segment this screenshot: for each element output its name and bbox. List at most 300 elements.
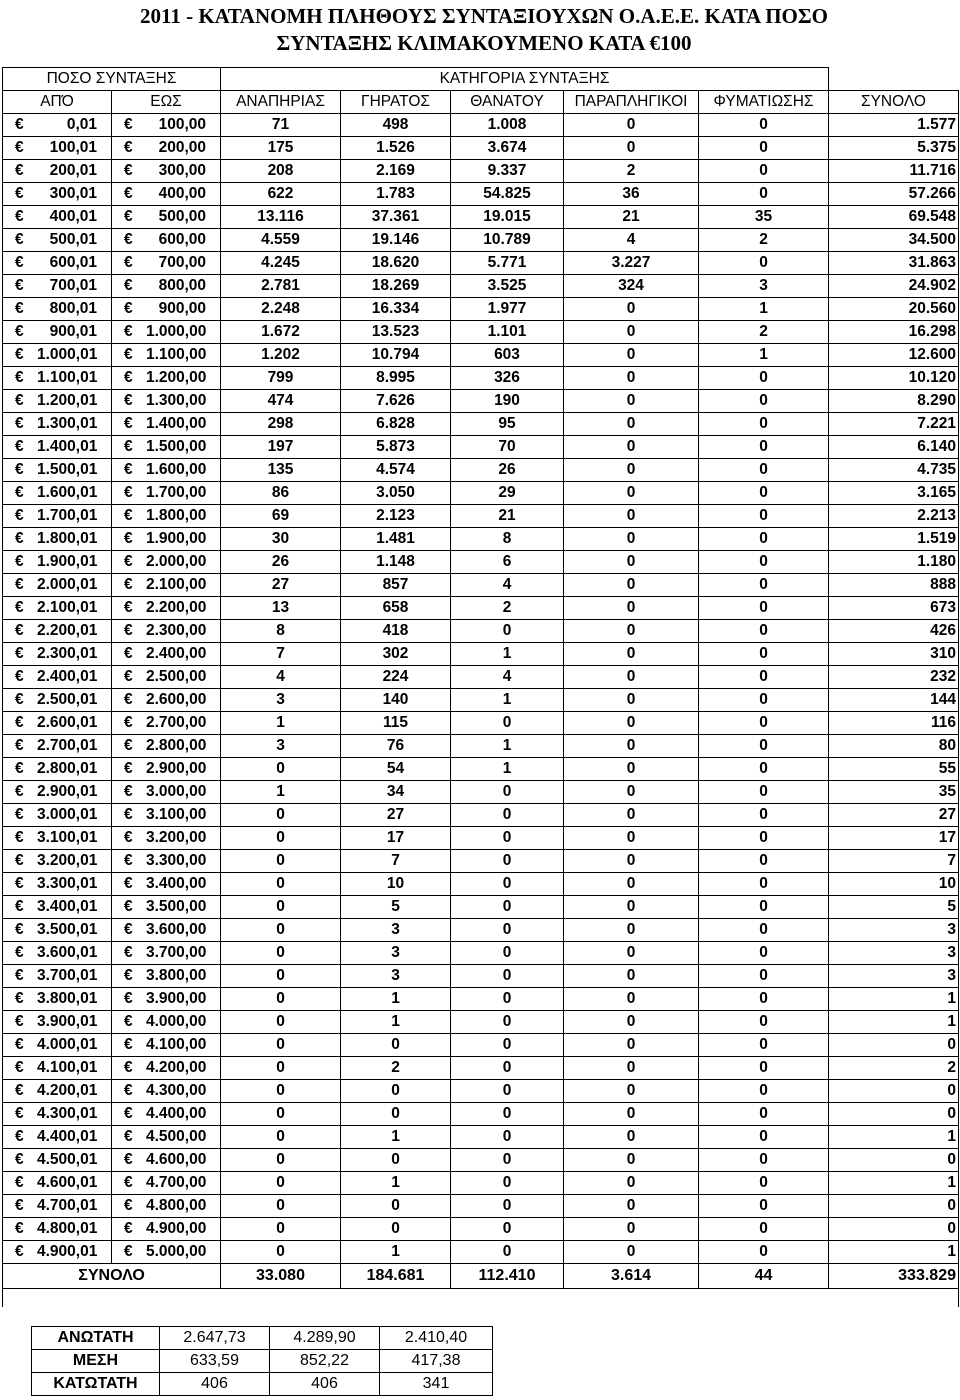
header-empty-cell bbox=[829, 68, 959, 91]
amount-to-cell bbox=[112, 1172, 221, 1195]
amount-value: 1.600,01 bbox=[37, 484, 98, 501]
amount-value: 2.700,01 bbox=[37, 737, 98, 754]
table-row bbox=[3, 1195, 959, 1218]
euro-symbol: € bbox=[15, 507, 24, 524]
column-header: ΦΥΜΑΤΙΩΣΗΣ bbox=[699, 91, 829, 114]
category-count-cell: 7 bbox=[341, 850, 451, 873]
euro-symbol: € bbox=[15, 691, 24, 708]
amount-value: 2.100,01 bbox=[37, 599, 98, 616]
category-count-cell: 0 bbox=[699, 1126, 829, 1149]
euro-symbol: € bbox=[124, 1059, 133, 1076]
category-count-cell: 4 bbox=[564, 229, 699, 252]
amount-to-cell bbox=[112, 390, 221, 413]
amount-to-cell bbox=[112, 528, 221, 551]
amount-to-cell bbox=[112, 850, 221, 873]
euro-symbol: € bbox=[124, 231, 133, 248]
category-count-cell: 0 bbox=[451, 620, 564, 643]
amount-from-cell bbox=[3, 781, 112, 804]
amount-from-cell bbox=[3, 965, 112, 988]
amount-value: 300,00 bbox=[158, 162, 206, 179]
category-count-cell: 0 bbox=[564, 666, 699, 689]
category-count-cell: 0 bbox=[564, 758, 699, 781]
euro-symbol: € bbox=[124, 898, 133, 915]
category-count-cell: 0 bbox=[699, 712, 829, 735]
category-count-cell: 0 bbox=[451, 873, 564, 896]
amount-value: 3.300,01 bbox=[37, 875, 98, 892]
category-count-cell: 0 bbox=[564, 735, 699, 758]
amount-value: 2.400,00 bbox=[146, 645, 207, 662]
category-count-cell: 0 bbox=[699, 1057, 829, 1080]
table-row bbox=[3, 1034, 959, 1057]
euro-symbol: € bbox=[124, 185, 133, 202]
category-count-cell: 0 bbox=[451, 1034, 564, 1057]
euro-symbol: € bbox=[124, 1105, 133, 1122]
euro-symbol: € bbox=[15, 277, 24, 294]
amount-value: 1.800,00 bbox=[146, 507, 207, 524]
category-count-cell: 0 bbox=[699, 1103, 829, 1126]
category-count-cell: 0 bbox=[699, 183, 829, 206]
category-count-cell: 1.481 bbox=[341, 528, 451, 551]
euro-symbol: € bbox=[15, 162, 24, 179]
amount-from-cell bbox=[3, 275, 112, 298]
euro-symbol: € bbox=[124, 300, 133, 317]
amount-value: 4.000,01 bbox=[37, 1036, 98, 1053]
amount-to-cell bbox=[112, 620, 221, 643]
category-count-cell: 0 bbox=[564, 620, 699, 643]
category-count-cell: 0 bbox=[699, 114, 829, 137]
category-count-cell: 0 bbox=[451, 1057, 564, 1080]
category-count-cell: 13.116 bbox=[221, 206, 341, 229]
amount-value: 2.100,00 bbox=[146, 576, 207, 593]
amount-to-cell bbox=[112, 666, 221, 689]
amount-value: 0,01 bbox=[66, 116, 97, 133]
amount-value: 1.500,01 bbox=[37, 461, 98, 478]
table-row bbox=[3, 183, 959, 206]
category-count-cell: 0 bbox=[221, 873, 341, 896]
category-count-cell: 0 bbox=[699, 1149, 829, 1172]
table-row bbox=[3, 1218, 959, 1241]
amount-value: 1.500,00 bbox=[146, 438, 207, 455]
category-count-cell: 0 bbox=[221, 1057, 341, 1080]
category-count-cell: 1 bbox=[341, 1172, 451, 1195]
row-total-cell: 1 bbox=[829, 1241, 959, 1264]
category-count-cell: 0 bbox=[451, 1149, 564, 1172]
amount-to-cell bbox=[112, 1080, 221, 1103]
category-count-cell: 0 bbox=[221, 942, 341, 965]
category-count-cell: 0 bbox=[564, 850, 699, 873]
amount-value: 500,00 bbox=[158, 208, 206, 225]
title-line-1: 2011 - ΚΑΤΑΝΟΜΗ ΠΛΗΘΟΥΣ ΣΥΝΤΑΞΙΟΥΧΩΝ Ο.Α.Ε.Ε. ΚΑΤΑ ΠΟΣΟ bbox=[140, 4, 828, 28]
euro-symbol: € bbox=[15, 990, 24, 1007]
category-count-cell: 8 bbox=[451, 528, 564, 551]
euro-symbol: € bbox=[124, 162, 133, 179]
row-total-cell: 1 bbox=[829, 988, 959, 1011]
total-value-cell: 184.681 bbox=[341, 1264, 451, 1289]
amount-value: 600,01 bbox=[49, 254, 97, 271]
table-row bbox=[3, 896, 959, 919]
amount-value: 4.900,00 bbox=[146, 1220, 207, 1237]
amount-value: 700,00 bbox=[158, 254, 206, 271]
amount-to-cell bbox=[112, 873, 221, 896]
category-count-cell: 0 bbox=[221, 758, 341, 781]
category-count-cell: 0 bbox=[451, 712, 564, 735]
category-count-cell: 1.672 bbox=[221, 321, 341, 344]
category-count-cell: 0 bbox=[564, 896, 699, 919]
category-count-cell: 0 bbox=[699, 1195, 829, 1218]
category-count-cell: 0 bbox=[221, 827, 341, 850]
category-count-cell: 799 bbox=[221, 367, 341, 390]
table-row bbox=[3, 643, 959, 666]
category-count-cell: 0 bbox=[564, 1195, 699, 1218]
category-count-cell: 0 bbox=[451, 1172, 564, 1195]
amount-from-cell bbox=[3, 229, 112, 252]
amount-value: 500,01 bbox=[49, 231, 97, 248]
category-count-cell: 0 bbox=[341, 1034, 451, 1057]
amount-value: 3.900,00 bbox=[146, 990, 207, 1007]
amount-to-cell bbox=[112, 367, 221, 390]
amount-value: 3.400,00 bbox=[146, 875, 207, 892]
column-header: ΓΗΡΑΤΟΣ bbox=[341, 91, 451, 114]
euro-symbol: € bbox=[124, 760, 133, 777]
euro-symbol: € bbox=[15, 1059, 24, 1076]
category-count-cell: 326 bbox=[451, 367, 564, 390]
category-count-cell: 0 bbox=[699, 1172, 829, 1195]
amount-from-cell bbox=[3, 459, 112, 482]
category-count-cell: 0 bbox=[564, 1241, 699, 1264]
amount-from-cell bbox=[3, 689, 112, 712]
category-count-cell: 3 bbox=[341, 942, 451, 965]
amount-value: 3.600,01 bbox=[37, 944, 98, 961]
amount-value: 1.200,01 bbox=[37, 392, 98, 409]
category-count-cell: 0 bbox=[564, 390, 699, 413]
category-count-cell: 4 bbox=[451, 666, 564, 689]
amount-to-cell bbox=[112, 1057, 221, 1080]
euro-symbol: € bbox=[124, 990, 133, 1007]
category-count-cell: 0 bbox=[221, 1241, 341, 1264]
euro-symbol: € bbox=[124, 921, 133, 938]
category-count-cell: 4.245 bbox=[221, 252, 341, 275]
amount-from-cell bbox=[3, 712, 112, 735]
category-count-cell: 1.977 bbox=[451, 298, 564, 321]
euro-symbol: € bbox=[15, 461, 24, 478]
total-value-cell: 44 bbox=[699, 1264, 829, 1289]
category-count-cell: 0 bbox=[564, 1149, 699, 1172]
amount-from-cell bbox=[3, 597, 112, 620]
amount-value: 4.700,00 bbox=[146, 1174, 207, 1191]
category-count-cell: 2 bbox=[699, 321, 829, 344]
row-total-cell: 27 bbox=[829, 804, 959, 827]
category-count-cell: 1.148 bbox=[341, 551, 451, 574]
category-count-cell: 2 bbox=[451, 597, 564, 620]
category-count-cell: 302 bbox=[341, 643, 451, 666]
stats-label: ΑΝΩΤΑΤΗ bbox=[32, 1327, 160, 1350]
table-row bbox=[3, 781, 959, 804]
amount-to-cell bbox=[112, 413, 221, 436]
table-row bbox=[3, 1011, 959, 1034]
amount-value: 1.300,01 bbox=[37, 415, 98, 432]
category-count-cell: 0 bbox=[564, 436, 699, 459]
stats-value: 417,38 bbox=[380, 1350, 493, 1373]
euro-symbol: € bbox=[124, 139, 133, 156]
amount-value: 2.800,01 bbox=[37, 760, 98, 777]
amount-from-cell bbox=[3, 666, 112, 689]
euro-symbol: € bbox=[15, 369, 24, 386]
table-row bbox=[3, 1126, 959, 1149]
amount-value: 3.000,01 bbox=[37, 806, 98, 823]
category-count-cell: 0 bbox=[341, 1080, 451, 1103]
amount-from-cell bbox=[3, 942, 112, 965]
euro-symbol: € bbox=[15, 898, 24, 915]
row-total-cell: 0 bbox=[829, 1218, 959, 1241]
row-total-cell: 17 bbox=[829, 827, 959, 850]
row-total-cell: 144 bbox=[829, 689, 959, 712]
category-count-cell: 3.525 bbox=[451, 275, 564, 298]
row-total-cell: 4.735 bbox=[829, 459, 959, 482]
euro-symbol: € bbox=[15, 1128, 24, 1145]
table-row bbox=[3, 505, 959, 528]
category-count-cell: 0 bbox=[564, 482, 699, 505]
amount-value: 1.900,01 bbox=[37, 553, 98, 570]
category-count-cell: 69 bbox=[221, 505, 341, 528]
category-count-cell: 30 bbox=[221, 528, 341, 551]
amount-value: 3.000,00 bbox=[146, 783, 207, 800]
euro-symbol: € bbox=[15, 1243, 24, 1260]
amount-to-cell bbox=[112, 597, 221, 620]
stats-label: ΚΑΤΩΤΑΤΗ bbox=[32, 1373, 160, 1396]
amount-to-cell bbox=[112, 436, 221, 459]
amount-value: 400,01 bbox=[49, 208, 97, 225]
amount-from-cell bbox=[3, 367, 112, 390]
category-count-cell: 0 bbox=[699, 965, 829, 988]
category-count-cell: 0 bbox=[699, 735, 829, 758]
table-row bbox=[3, 482, 959, 505]
table-row bbox=[3, 942, 959, 965]
euro-symbol: € bbox=[15, 852, 24, 869]
amount-value: 1.100,00 bbox=[146, 346, 207, 363]
amount-to-cell bbox=[112, 827, 221, 850]
category-count-cell: 2 bbox=[341, 1057, 451, 1080]
euro-symbol: € bbox=[15, 599, 24, 616]
column-header: ΕΩΣ bbox=[112, 91, 221, 114]
euro-symbol: € bbox=[124, 438, 133, 455]
amount-to-cell bbox=[112, 781, 221, 804]
category-count-cell: 0 bbox=[221, 804, 341, 827]
category-count-cell: 0 bbox=[564, 873, 699, 896]
euro-symbol: € bbox=[124, 1036, 133, 1053]
category-count-cell: 0 bbox=[699, 137, 829, 160]
amount-value: 3.200,01 bbox=[37, 852, 98, 869]
amount-value: 1.100,01 bbox=[37, 369, 98, 386]
category-count-cell: 1 bbox=[341, 988, 451, 1011]
category-count-cell: 4.574 bbox=[341, 459, 451, 482]
category-count-cell: 197 bbox=[221, 436, 341, 459]
amount-value: 1.300,00 bbox=[146, 392, 207, 409]
category-count-cell: 0 bbox=[564, 689, 699, 712]
amount-value: 1.400,01 bbox=[37, 438, 98, 455]
amount-value: 4.500,00 bbox=[146, 1128, 207, 1145]
category-count-cell: 0 bbox=[699, 689, 829, 712]
euro-symbol: € bbox=[15, 576, 24, 593]
category-count-cell: 0 bbox=[451, 781, 564, 804]
category-count-cell: 0 bbox=[564, 965, 699, 988]
table-row bbox=[3, 321, 959, 344]
table-row bbox=[3, 275, 959, 298]
amount-value: 200,01 bbox=[49, 162, 97, 179]
category-count-cell: 0 bbox=[564, 1218, 699, 1241]
euro-symbol: € bbox=[15, 231, 24, 248]
category-count-cell: 0 bbox=[451, 1218, 564, 1241]
amount-value: 3.800,01 bbox=[37, 990, 98, 1007]
amount-from-cell bbox=[3, 1126, 112, 1149]
category-count-cell: 5.873 bbox=[341, 436, 451, 459]
category-count-cell: 0 bbox=[699, 988, 829, 1011]
euro-symbol: € bbox=[15, 139, 24, 156]
stats-value: 2.410,40 bbox=[380, 1327, 493, 1350]
category-count-cell: 0 bbox=[699, 827, 829, 850]
amount-value: 4.200,01 bbox=[37, 1082, 98, 1099]
row-total-cell: 1.577 bbox=[829, 114, 959, 137]
euro-symbol: € bbox=[124, 323, 133, 340]
category-count-cell: 0 bbox=[564, 321, 699, 344]
category-count-cell: 0 bbox=[341, 1195, 451, 1218]
amount-value: 4.800,01 bbox=[37, 1220, 98, 1237]
row-total-cell: 57.266 bbox=[829, 183, 959, 206]
amount-value: 4.400,01 bbox=[37, 1128, 98, 1145]
row-total-cell: 20.560 bbox=[829, 298, 959, 321]
category-count-cell: 13.523 bbox=[341, 321, 451, 344]
amount-from-cell bbox=[3, 919, 112, 942]
table-row bbox=[3, 988, 959, 1011]
category-count-cell: 0 bbox=[699, 390, 829, 413]
category-count-cell: 622 bbox=[221, 183, 341, 206]
amount-from-cell bbox=[3, 735, 112, 758]
category-count-cell: 0 bbox=[221, 965, 341, 988]
amount-group-header: ΠΟΣΟ ΣΥΝΤΑΞΗΣ bbox=[3, 68, 221, 91]
table-row bbox=[3, 436, 959, 459]
amount-from-cell bbox=[3, 850, 112, 873]
category-count-cell: 0 bbox=[451, 988, 564, 1011]
table-row bbox=[3, 620, 959, 643]
table-row bbox=[3, 666, 959, 689]
category-count-cell: 0 bbox=[221, 1126, 341, 1149]
category-count-cell: 95 bbox=[451, 413, 564, 436]
category-count-cell: 0 bbox=[564, 827, 699, 850]
table-row bbox=[3, 1103, 959, 1126]
amount-from-cell bbox=[3, 298, 112, 321]
euro-symbol: € bbox=[124, 553, 133, 570]
row-total-cell: 673 bbox=[829, 597, 959, 620]
amount-value: 700,01 bbox=[49, 277, 97, 294]
category-count-cell: 0 bbox=[564, 1011, 699, 1034]
amount-to-cell bbox=[112, 919, 221, 942]
category-count-cell: 0 bbox=[699, 574, 829, 597]
row-total-cell: 12.600 bbox=[829, 344, 959, 367]
amount-value: 1.700,00 bbox=[146, 484, 207, 501]
category-count-cell: 0 bbox=[451, 827, 564, 850]
euro-symbol: € bbox=[15, 1036, 24, 1053]
category-count-cell: 0 bbox=[699, 1034, 829, 1057]
total-value-cell: 333.829 bbox=[829, 1264, 959, 1289]
euro-symbol: € bbox=[124, 484, 133, 501]
column-header: ΠΑΡΑΠΛΗΓΙΚΟΙ bbox=[564, 91, 699, 114]
euro-symbol: € bbox=[15, 967, 24, 984]
spacer-cell bbox=[3, 1289, 959, 1308]
table-row bbox=[3, 229, 959, 252]
amount-value: 5.000,00 bbox=[146, 1243, 207, 1260]
amount-value: 2.400,01 bbox=[37, 668, 98, 685]
table-row bbox=[3, 390, 959, 413]
category-count-cell: 0 bbox=[564, 459, 699, 482]
category-count-cell: 0 bbox=[699, 1080, 829, 1103]
category-count-cell: 0 bbox=[699, 666, 829, 689]
stats-value: 4.289,90 bbox=[270, 1327, 380, 1350]
amount-value: 4.000,00 bbox=[146, 1013, 207, 1030]
amount-value: 2.500,01 bbox=[37, 691, 98, 708]
amount-value: 1.200,00 bbox=[146, 369, 207, 386]
row-total-cell: 310 bbox=[829, 643, 959, 666]
category-count-cell: 3.050 bbox=[341, 482, 451, 505]
euro-symbol: € bbox=[124, 116, 133, 133]
euro-symbol: € bbox=[15, 415, 24, 432]
table-row bbox=[3, 528, 959, 551]
amount-to-cell bbox=[112, 459, 221, 482]
euro-symbol: € bbox=[124, 622, 133, 639]
category-count-cell: 135 bbox=[221, 459, 341, 482]
category-count-cell: 7.626 bbox=[341, 390, 451, 413]
amount-value: 600,00 bbox=[158, 231, 206, 248]
row-total-cell: 0 bbox=[829, 1034, 959, 1057]
amount-from-cell bbox=[3, 160, 112, 183]
amount-value: 3.100,00 bbox=[146, 806, 207, 823]
table-row bbox=[3, 804, 959, 827]
amount-from-cell bbox=[3, 643, 112, 666]
table-row bbox=[3, 735, 959, 758]
euro-symbol: € bbox=[15, 1105, 24, 1122]
amount-value: 2.300,01 bbox=[37, 645, 98, 662]
row-total-cell: 80 bbox=[829, 735, 959, 758]
category-count-cell: 1 bbox=[451, 643, 564, 666]
amount-from-cell bbox=[3, 528, 112, 551]
euro-symbol: € bbox=[15, 944, 24, 961]
category-count-cell: 0 bbox=[699, 367, 829, 390]
category-count-cell: 3.227 bbox=[564, 252, 699, 275]
category-count-cell: 0 bbox=[699, 1218, 829, 1241]
category-count-cell: 0 bbox=[699, 781, 829, 804]
category-count-cell: 0 bbox=[564, 367, 699, 390]
row-total-cell: 116 bbox=[829, 712, 959, 735]
category-count-cell: 21 bbox=[564, 206, 699, 229]
amount-to-cell bbox=[112, 1103, 221, 1126]
euro-symbol: € bbox=[124, 645, 133, 662]
amount-value: 2.500,00 bbox=[146, 668, 207, 685]
euro-symbol: € bbox=[124, 1013, 133, 1030]
spacer-row bbox=[3, 1289, 959, 1308]
stats-label: ΜΕΣΗ bbox=[32, 1350, 160, 1373]
category-count-cell: 1 bbox=[451, 689, 564, 712]
category-count-cell: 0 bbox=[451, 1195, 564, 1218]
category-count-cell: 4 bbox=[221, 666, 341, 689]
amount-to-cell bbox=[112, 643, 221, 666]
euro-symbol: € bbox=[124, 875, 133, 892]
category-count-cell: 3.674 bbox=[451, 137, 564, 160]
euro-symbol: € bbox=[124, 1128, 133, 1145]
category-count-cell: 0 bbox=[699, 505, 829, 528]
category-count-cell: 16.334 bbox=[341, 298, 451, 321]
row-total-cell: 11.716 bbox=[829, 160, 959, 183]
column-header: ΑΝΑΠΗΡΙΑΣ bbox=[221, 91, 341, 114]
euro-symbol: € bbox=[15, 392, 24, 409]
euro-symbol: € bbox=[124, 415, 133, 432]
